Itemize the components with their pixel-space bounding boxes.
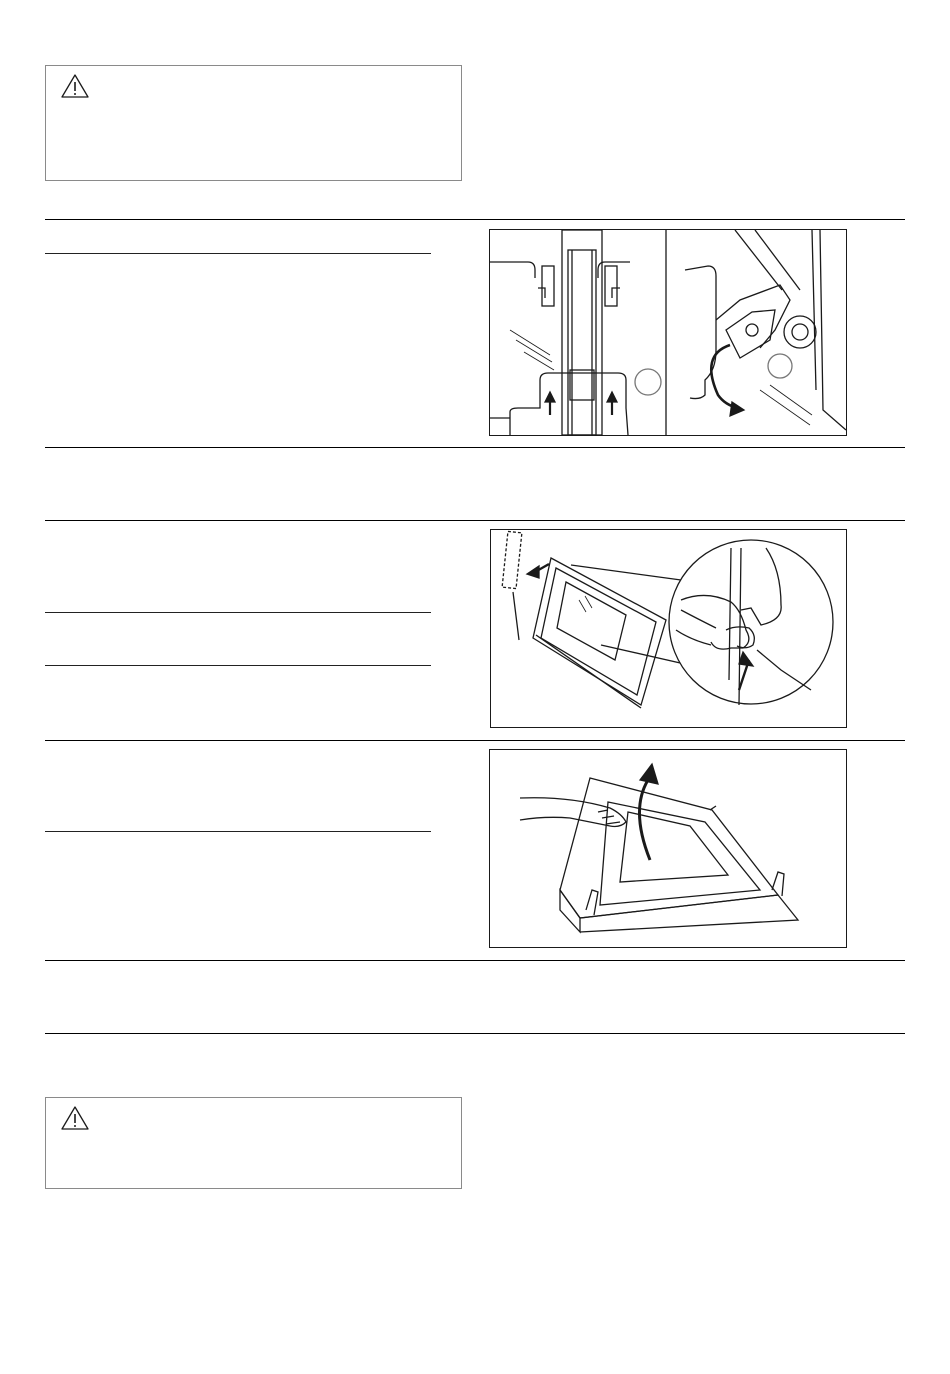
step-divider	[45, 612, 431, 613]
door-glass-panel-lift-illustration	[490, 529, 847, 728]
warning-box-bottom	[45, 1097, 462, 1189]
section-divider	[45, 1033, 905, 1034]
section-divider	[45, 219, 905, 220]
section-divider	[45, 740, 905, 741]
step-divider	[45, 253, 431, 254]
door-glass-panel-removal-illustration	[489, 749, 847, 948]
section-divider	[45, 447, 905, 448]
warning-triangle-icon	[60, 1104, 90, 1132]
warning-box-top	[45, 65, 462, 181]
door-hinge-release-illustration	[489, 229, 847, 436]
step-divider	[45, 831, 431, 832]
step-divider	[45, 665, 431, 666]
section-divider	[45, 960, 905, 961]
warning-triangle-icon	[60, 72, 90, 100]
section-divider	[45, 520, 905, 521]
